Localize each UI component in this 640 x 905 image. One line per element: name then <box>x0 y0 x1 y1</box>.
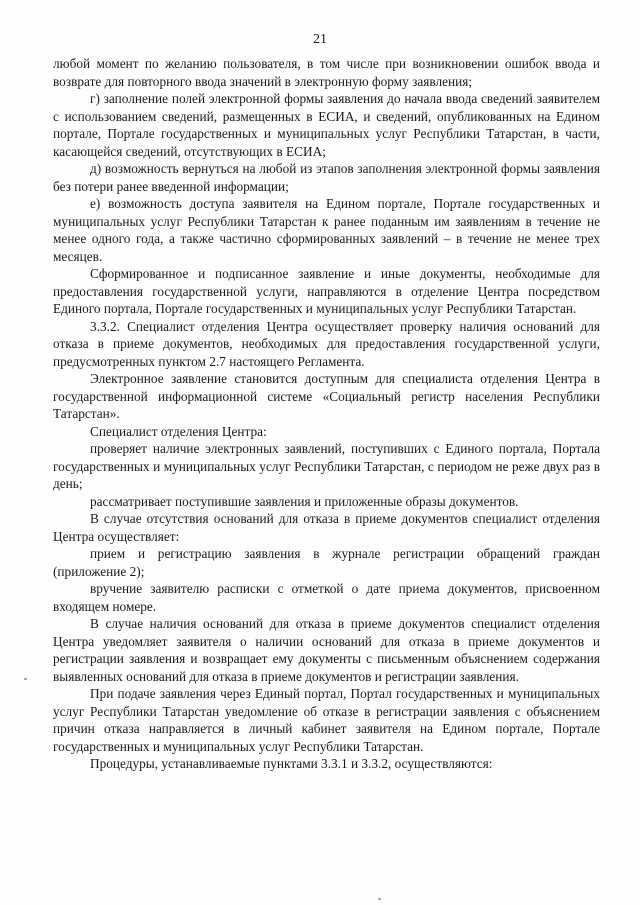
paragraph-receipt: вручение заявителю расписки с отметкой о дате приема документов, присвоенном входящем номере. <box>53 581 600 614</box>
paragraph-3-3-2: 3.3.2. Специалист отделения Центра осуществляет проверку наличия оснований для отказа в приеме документов, необходимых для предоставления государственной услуги, предусмотренных пунктом 2.7 настоящего Регламента. <box>53 318 600 369</box>
paragraph-reviews-applications: рассматривает поступившие заявления и приложенные образы документов. <box>90 493 519 509</box>
paragraph-portal-refusal: При подаче заявления через Единый портал, Портал государственных и муниципальных услуг Республики Татарстан уведомление об отказе в регистрации заявления с объяснением причин отказа направляется в личный кабинет заявителя на Едином портале, Портале государственных и муниципальных услуг Республики Татарстан. <box>53 686 600 754</box>
paragraph-item-d: д) возможность вернуться на любой из этапов заполнения электронной формы заявления без потери ранее введенной информации; <box>53 161 600 194</box>
scan-speck <box>378 898 381 900</box>
paragraph-procedures: Процедуры, устанавливаемые пунктами 3.3.1 и 3.3.2, осуществляются: <box>90 756 493 771</box>
paragraph-no-grounds: В случае отсутствия оснований для отказа в приеме документов специалист отделения Центра осуществляет: <box>53 511 600 544</box>
paragraph-item-g: г) заполнение полей электронной формы заявления до начала ввода сведений заявителем с использованием сведений, размещенных в ЕСИА, и сведений, опубликованных на Едином портале, Портале государственных и муниципальных услуг Республики Татарстан, в части, касающейся сведений, отсутствующих в ЕСИА; <box>53 91 600 159</box>
paragraph-submission: Сформированное и подписанное заявление и иные документы, необходимые для предоставления государственной услуги, направляются в отделение Центра посредством Единого портала, Портале государственных и муниципальных услуг Республики Татарстан. <box>53 266 600 316</box>
paragraph-item-e: е) возможность доступа заявителя на Едином портале, Портале государственных и муниципальных услуг Республики Татарстан к ранее поданным им заявлениям в течение не менее одного года, а также частично сформированных заявлений – в течение не менее трех месяцев. <box>53 196 600 264</box>
paragraph-checks-applications: проверяет наличие электронных заявлений, поступивших с Единого портала, Портала государственных и муниципальных услуг Республики Татарстан, с периодом не реже двух раз в день; <box>53 441 600 491</box>
document-body <box>53 55 600 773</box>
paragraph-grounds-for-refusal: В случае наличия оснований для отказа в приеме документов специалист отделения Центра уведомляет заявителя о наличии оснований для отказа в приеме документов и регистрации заявления и возвращает ему документы с письменным объяснением содержания выявленных оснований для отказа в приеме документов и регистрации заявления. <box>53 616 600 684</box>
scan-speck <box>24 678 27 680</box>
paragraph-electronic-application: Электронное заявление становится доступным для специалиста отделения Центра в государственной информационной системе «Социальный регистр населения Республики Татарстан». <box>53 371 600 421</box>
page-number: 21 <box>313 32 327 47</box>
paragraph-registration: прием и регистрацию заявления в журнале регистрации обращений граждан (приложение 2); <box>53 546 600 579</box>
paragraph-continuation: любой момент по желанию пользователя, в том числе при возникновении ошибок ввода и возврате для повторного ввода значений в электронную форму заявления; <box>53 56 600 89</box>
paragraph-specialist-heading: Специалист отделения Центра: <box>90 423 267 439</box>
